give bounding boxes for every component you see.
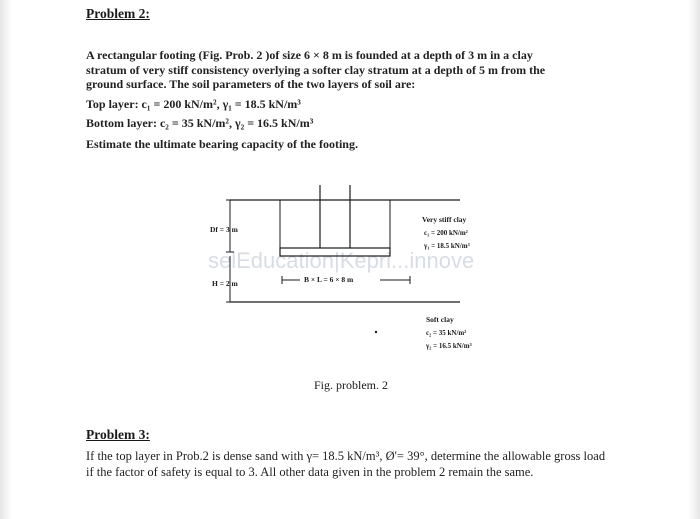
statement-line-2: stratum of very stiff consistency overlying a softer clay stratum at a depth of 5 m from the xyxy=(86,62,546,77)
fig-ref-number: 2 xyxy=(256,48,263,62)
soft-clay-title: Soft clay xyxy=(426,315,454,324)
problem-2-title: Problem 2: xyxy=(86,6,150,21)
left-edge-shadow xyxy=(0,0,12,519)
stiff-clay-title: Very stiff clay xyxy=(422,215,467,224)
soft-clay-c: c₂ = 35 kN/m² xyxy=(426,329,467,337)
right-edge-shadow xyxy=(688,0,700,519)
stiff-clay-gamma: γ₁ = 18.5 kN/m³ xyxy=(424,242,470,250)
problem-3-statement: If the top layer in Prob.2 is dense sand with γ= 18.5 kN/m³, Ø'= 39°, determine the allowable gross load if the factor of safety is equal to 3. All other data given in the problem 2 remain the same. xyxy=(86,449,606,479)
figure-dot xyxy=(375,331,377,333)
bottom-layer-params: Bottom layer: c₂ = 35 kN/m², γ₂ = 16.5 kN/m³ xyxy=(86,116,314,130)
stiff-clay-c: c₁ = 200 kN/m² xyxy=(424,229,468,237)
figure-caption: Fig. problem. 2 xyxy=(314,378,388,392)
h-label: H = 2 m xyxy=(212,279,238,288)
footing-figure xyxy=(200,180,520,360)
soft-clay-gamma: γ₂ = 16.5 kN/m³ xyxy=(426,342,472,350)
top-layer-params: Top layer: c₁ = 200 kN/m², γ₁ = 18.5 kN/m³ xyxy=(86,96,301,111)
problem-2-statement xyxy=(86,48,606,151)
bl-label: B × L = 6 × 8 m xyxy=(304,275,354,284)
statement-line-1: A rectangular footing (Fig. Prob. 2 )of size 6 × 8 m is founded at a depth of 3 m in a clay xyxy=(86,48,533,62)
df-label: Df = 3 m xyxy=(210,225,238,234)
watermark-text: selEducation|Kepri...innove xyxy=(208,248,475,273)
problem-3-title: Problem 3: xyxy=(86,427,150,442)
statement-line-3: ground surface. The soil parameters of the two layers of soil are: xyxy=(86,77,416,91)
estimate-instruction: Estimate the ultimate bearing capacity of the footing. xyxy=(86,136,358,151)
